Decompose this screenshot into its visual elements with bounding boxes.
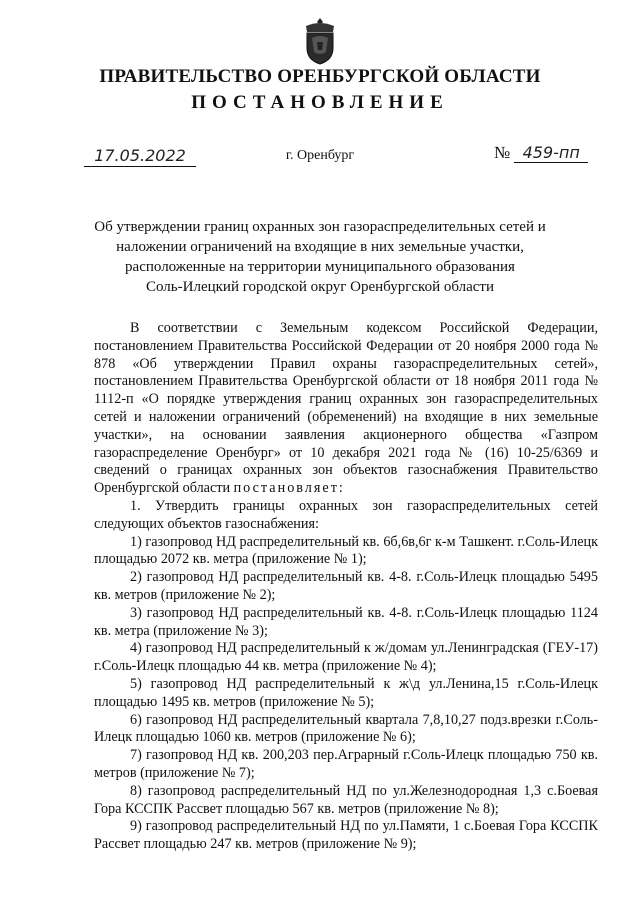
list-item: 9) газопровод распределительный НД по ул.Памяти, 1 с.Боевая Гора КССПК Рассвет площадью 247 кв. метров (приложение № 9); bbox=[94, 818, 598, 853]
list-item: 5) газопровод НД распределительный к ж\д ул.Ленина,15 г.Соль-Илецк площадью 1495 кв. метров (приложение № 5); bbox=[94, 675, 598, 710]
number-sign: № bbox=[494, 143, 511, 162]
preamble-paragraph bbox=[94, 320, 598, 498]
preamble-text: В соответствии с Земельным кодексом Российской Федерации, постановлением Правительства Российской Федерации от 20 ноября 2000 года № 878 «Об утверждении Правил охраны газораспределительных сетей», постановлением Правительства Оренбургской области от 18 ноября 2011 года № 1112-п «О порядке утверждения границ охранных зон газораспределительных сетей и наложении ограничений (обременений) на входящие в них земельные участки», на основании заявления акционерного общества «Газпром газораспределение Оренбург» от 10 декабря 2021 года № (16) 10-25/6369 и сведений о границах охранных зон объектов газоснабжения Правительство Оренбургской области bbox=[94, 320, 598, 497]
list-item: 3) газопровод НД распределительный кв. 4-8. г.Соль-Илецк площадью 1124 кв. метра (приложение № 3); bbox=[94, 604, 598, 639]
list-item: 8) газопровод распределительный НД по ул.Железнодородная 1,3 с.Боевая Гора КССПК Рассвет площадью 567 кв. метров (приложение № 8); bbox=[94, 782, 598, 817]
list-item: 4) газопровод НД распределительный к ж/домам ул.Ленинградская (ГЕУ-17) г.Соль-Илецк площадью 44 кв. метра (приложение № 4); bbox=[94, 640, 598, 675]
list-item: 6) газопровод НД распределительный квартала 7,8,10,27 подз.врезки г.Соль-Илецк площадью 1060 кв. метров (приложение № 6); bbox=[94, 711, 598, 746]
subject-line: наложении ограничений на входящие в них земельные участки, bbox=[116, 239, 524, 255]
document-body bbox=[94, 320, 598, 854]
number-value: 459-пп bbox=[514, 143, 588, 163]
document-city: г. Оренбург bbox=[285, 148, 355, 163]
decree-word: постановляет: bbox=[233, 480, 345, 497]
subject-line: Об утверждении границ охранных зон газораспределительных сетей и bbox=[94, 219, 546, 235]
subject-line: Соль-Илецкий городской округ Оренбургской области bbox=[146, 279, 494, 295]
subject-line: расположенные на территории муниципального образования bbox=[125, 259, 515, 275]
coat-of-arms-icon bbox=[300, 16, 340, 66]
list-item: 1. Утвердить границы охранных зон газораспределительных сетей следующих объектов газоснабжения: bbox=[94, 497, 598, 532]
document-date: 17.05.2022 bbox=[84, 146, 196, 167]
list-item: 2) газопровод НД распределительный кв. 4-8. г.Соль-Илецк площадью 5495 кв. метров (приложение № 2); bbox=[94, 569, 598, 603]
list-item: 7) газопровод НД кв. 200,203 пер.Аграрный г.Соль-Илецк площадью 750 кв. метров (приложение № 7); bbox=[94, 747, 598, 781]
document-subject bbox=[60, 217, 580, 297]
government-title: ПРАВИТЕЛЬСТВО ОРЕНБУРГСКОЙ ОБЛАСТИ bbox=[99, 66, 541, 87]
document-type: ПОСТАНОВЛЕНИЕ bbox=[191, 92, 449, 113]
list-item: 1) газопровод НД распределительный кв. 6б,6в,6г к-м Ташкент. г.Соль-Илецк площадью 2072 кв. метра (приложение № 1); bbox=[94, 533, 598, 568]
document-number bbox=[494, 143, 588, 163]
